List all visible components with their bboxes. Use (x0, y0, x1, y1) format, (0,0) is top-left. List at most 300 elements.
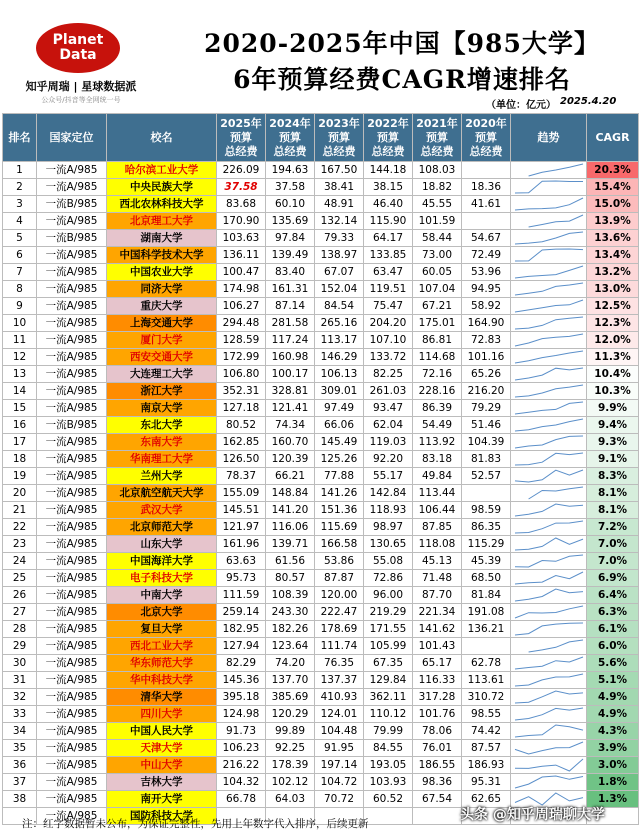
trend-line (515, 623, 583, 635)
value-cell: 106.27 (217, 298, 266, 315)
trend-cell (511, 468, 587, 485)
trend-sparkline (511, 281, 587, 297)
title-line2: 6年预算经费CAGR增速排名 (233, 65, 571, 94)
header-text: 2025年 (220, 116, 262, 130)
value-cell: 79.99 (364, 723, 413, 740)
value-cell: 83.18 (413, 451, 462, 468)
cagr-cell: 8.3% (587, 468, 639, 485)
header-text: 总经费 (322, 144, 356, 158)
school-name-cell: 武汉大学 (107, 502, 217, 519)
school-name-cell: 北京理工大学 (107, 213, 217, 230)
value-cell: 265.16 (315, 315, 364, 332)
value-cell: 80.52 (217, 417, 266, 434)
rank-cell: 20 (3, 485, 37, 502)
value-cell: 102.12 (266, 774, 315, 791)
rank-cell: 29 (3, 638, 37, 655)
value-cell: 51.46 (462, 417, 511, 434)
rank-cell: 23 (3, 536, 37, 553)
value-cell: 137.37 (315, 672, 364, 689)
table-row (3, 196, 639, 213)
value-cell: 170.90 (217, 213, 266, 230)
rank-cell: 15 (3, 400, 37, 417)
table-row (3, 723, 639, 740)
position-cell: 一流A/985 (37, 791, 107, 808)
trend-line (515, 691, 583, 703)
header-cell (37, 114, 107, 162)
position-cell: 一流A/985 (37, 468, 107, 485)
trend-sparkline (511, 213, 587, 229)
watermark: 头条 @知乎周瑞聊大学 (460, 807, 605, 823)
trend-sparkline (511, 723, 587, 739)
value-cell: 78.37 (217, 468, 266, 485)
rank-cell: 3 (3, 196, 37, 213)
position-cell: 一流A/985 (37, 740, 107, 757)
cagr-cell: 5.1% (587, 672, 639, 689)
rank-cell: 30 (3, 655, 37, 672)
cagr-cell: 1.3% (587, 791, 639, 808)
value-cell (462, 162, 511, 179)
value-cell: 95.31 (462, 774, 511, 791)
header-text: 总经费 (420, 144, 454, 158)
trend-cell (511, 655, 587, 672)
trend-cell (511, 502, 587, 519)
school-name-cell: 华东师范大学 (107, 655, 217, 672)
cagr-cell: 10.3% (587, 383, 639, 400)
value-cell: 91.73 (217, 723, 266, 740)
value-cell: 60.10 (266, 196, 315, 213)
table-row (3, 553, 639, 570)
cagr-cell: 8.1% (587, 485, 639, 502)
header-text: 预算 (426, 130, 448, 144)
brand-name: 知乎周瑞 | 星球数据派 (25, 80, 137, 93)
table-row (3, 332, 639, 349)
value-cell: 148.84 (266, 485, 315, 502)
value-cell: 121.41 (266, 400, 315, 417)
value-cell: 118.93 (364, 502, 413, 519)
value-cell: 186.55 (413, 757, 462, 774)
trend-line (515, 232, 583, 244)
value-cell: 76.01 (413, 740, 462, 757)
rank-cell: 6 (3, 247, 37, 264)
value-cell: 175.01 (413, 315, 462, 332)
rank-cell: 8 (3, 281, 37, 298)
school-name-cell: 中国科学技术大学 (107, 247, 217, 264)
value-cell: 161.31 (266, 281, 315, 298)
rank-cell: 11 (3, 332, 37, 349)
value-cell: 104.39 (462, 434, 511, 451)
trend-sparkline (511, 349, 587, 365)
value-cell: 52.57 (462, 468, 511, 485)
trend-cell (511, 281, 587, 298)
trend-line (515, 708, 583, 720)
value-cell: 49.84 (413, 468, 462, 485)
value-cell: 161.96 (217, 536, 266, 553)
position-cell: 一流A/985 (37, 621, 107, 638)
value-cell: 86.81 (413, 332, 462, 349)
trend-sparkline (511, 264, 587, 280)
cagr-cell: 7.0% (587, 553, 639, 570)
value-cell: 132.14 (315, 213, 364, 230)
school-name-cell: 西安交通大学 (107, 349, 217, 366)
value-cell: 45.39 (462, 553, 511, 570)
value-cell: 111.59 (217, 587, 266, 604)
trend-line (515, 725, 583, 737)
school-name-cell: 东北大学 (107, 417, 217, 434)
value-cell: 114.68 (413, 349, 462, 366)
cagr-cell: 4.9% (587, 706, 639, 723)
cagr-cell: 6.0% (587, 638, 639, 655)
value-cell: 135.69 (266, 213, 315, 230)
cagr-cell: 12.0% (587, 332, 639, 349)
rank-cell: 38 (3, 791, 37, 808)
value-cell: 64.03 (266, 791, 315, 808)
school-name-cell: 同济大学 (107, 281, 217, 298)
header-cell (364, 114, 413, 162)
table-row (3, 774, 639, 791)
value-cell: 65.26 (462, 366, 511, 383)
value-cell: 77.88 (315, 468, 364, 485)
school-name-cell: 中南大学 (107, 587, 217, 604)
trend-sparkline (511, 638, 587, 654)
unit-label: （单位：亿元） (486, 100, 556, 111)
rank-cell: 24 (3, 553, 37, 570)
value-cell: 93.47 (364, 400, 413, 417)
value-cell: 87.87 (315, 570, 364, 587)
trend-cell (511, 230, 587, 247)
header-text: 校名 (150, 130, 173, 144)
value-cell: 99.89 (266, 723, 315, 740)
cagr-cell: 3.9% (587, 740, 639, 757)
value-cell: 310.72 (462, 689, 511, 706)
school-name-cell: 大连理工大学 (107, 366, 217, 383)
value-cell: 219.29 (364, 604, 413, 621)
value-cell: 65.17 (413, 655, 462, 672)
value-cell: 309.01 (315, 383, 364, 400)
value-cell: 41.61 (462, 196, 511, 213)
value-cell: 120.29 (266, 706, 315, 723)
value-cell: 259.14 (217, 604, 266, 621)
trend-line (515, 674, 583, 686)
school-name-cell: 清华大学 (107, 689, 217, 706)
footnote: 注：红字数据暂未公布，为保证完整性，先用上年数字代入排序，后续更新 (22, 818, 369, 830)
value-cell: 243.30 (266, 604, 315, 621)
position-cell: 一流A/985 (37, 264, 107, 281)
value-cell: 106.13 (315, 366, 364, 383)
header-text: 总经费 (371, 144, 405, 158)
school-name-cell: 南开大学 (107, 791, 217, 808)
value-cell: 95.73 (217, 570, 266, 587)
rank-cell: 13 (3, 366, 37, 383)
table-row (3, 757, 639, 774)
value-cell: 67.35 (364, 655, 413, 672)
trend-line (515, 776, 583, 788)
position-cell: 一流A/985 (37, 400, 107, 417)
value-cell: 194.63 (266, 162, 315, 179)
trend-cell (511, 366, 587, 383)
rank-cell: 10 (3, 315, 37, 332)
value-cell: 101.59 (413, 213, 462, 230)
trend-cell (511, 196, 587, 213)
value-cell: 101.76 (413, 706, 462, 723)
value-cell: 86.35 (462, 519, 511, 536)
value-cell: 72.49 (462, 247, 511, 264)
value-cell: 63.47 (364, 264, 413, 281)
header-text: CAGR (595, 130, 630, 144)
value-cell: 62.04 (364, 417, 413, 434)
trend-cell (511, 604, 587, 621)
value-cell: 67.21 (413, 298, 462, 315)
value-cell: 133.85 (364, 247, 413, 264)
value-cell: 37.58 (217, 179, 266, 196)
trend-sparkline (511, 162, 587, 178)
school-name-cell: 山东大学 (107, 536, 217, 553)
trend-line (515, 300, 583, 312)
school-name-cell: 复旦大学 (107, 621, 217, 638)
trend-cell (511, 349, 587, 366)
position-cell: 一流A/985 (37, 281, 107, 298)
trend-sparkline (511, 570, 587, 586)
value-cell: 124.98 (217, 706, 266, 723)
table-row (3, 638, 639, 655)
header-text: 2022年 (367, 116, 409, 130)
position-cell: 一流A/985 (37, 570, 107, 587)
value-cell: 151.36 (315, 502, 364, 519)
position-cell: 一流A/985 (37, 315, 107, 332)
position-cell: 一流A/985 (37, 706, 107, 723)
trend-sparkline (511, 366, 587, 382)
rank-cell: 5 (3, 230, 37, 247)
cagr-cell: 4.3% (587, 723, 639, 740)
value-cell: 328.81 (266, 383, 315, 400)
value-cell: 144.18 (364, 162, 413, 179)
value-cell (364, 808, 413, 825)
trend-cell (511, 570, 587, 587)
position-cell: 一流A/985 (37, 349, 107, 366)
logo-text: Planet Data (52, 32, 104, 63)
value-cell: 117.24 (266, 332, 315, 349)
header-cell (511, 114, 587, 162)
value-cell: 182.26 (266, 621, 315, 638)
value-cell: 18.36 (462, 179, 511, 196)
trend-cell (511, 706, 587, 723)
value-cell: 139.71 (266, 536, 315, 553)
trend-cell (511, 162, 587, 179)
value-cell: 107.04 (413, 281, 462, 298)
value-cell: 138.97 (315, 247, 364, 264)
cagr-cell: 15.0% (587, 196, 639, 213)
value-cell: 98.36 (413, 774, 462, 791)
table-row (3, 417, 639, 434)
table-row (3, 298, 639, 315)
value-cell (462, 213, 511, 230)
cagr-cell: 13.2% (587, 264, 639, 281)
rank-cell: 7 (3, 264, 37, 281)
header-text: 2024年 (269, 116, 311, 130)
value-cell: 81.84 (462, 587, 511, 604)
trend-line (515, 572, 583, 584)
value-cell: 115.69 (315, 519, 364, 536)
school-name-cell: 电子科技大学 (107, 570, 217, 587)
trend-cell (511, 434, 587, 451)
value-cell: 45.13 (413, 553, 462, 570)
header-text: 预算 (377, 130, 399, 144)
trend-sparkline (511, 553, 587, 569)
value-cell: 46.40 (364, 196, 413, 213)
value-cell: 84.54 (315, 298, 364, 315)
value-cell: 97.84 (266, 230, 315, 247)
trend-cell (511, 689, 587, 706)
value-cell: 72.86 (364, 570, 413, 587)
trend-cell (511, 587, 587, 604)
value-cell: 96.00 (364, 587, 413, 604)
header-text: 排名 (8, 130, 31, 144)
value-cell: 136.21 (462, 621, 511, 638)
position-cell: 一流A/985 (37, 298, 107, 315)
value-cell: 115.90 (364, 213, 413, 230)
value-cell: 133.72 (364, 349, 413, 366)
value-cell: 70.72 (315, 791, 364, 808)
header (0, 0, 640, 113)
trend-line (515, 606, 583, 618)
table-header-row (3, 114, 639, 162)
trend-cell (511, 315, 587, 332)
value-cell: 119.51 (364, 281, 413, 298)
value-cell: 66.78 (217, 791, 266, 808)
value-cell: 79.29 (462, 400, 511, 417)
value-cell: 45.55 (413, 196, 462, 213)
header-text: 预算 (328, 130, 350, 144)
trend-line (515, 181, 583, 193)
value-cell: 197.14 (315, 757, 364, 774)
brand-sub: 公众号/抖音等全网统一号 (41, 96, 121, 104)
cagr-cell: 7.0% (587, 536, 639, 553)
table-row (3, 536, 639, 553)
value-cell: 67.07 (315, 264, 364, 281)
value-cell: 94.95 (462, 281, 511, 298)
value-cell: 352.31 (217, 383, 266, 400)
cagr-cell: 8.1% (587, 502, 639, 519)
trend-line (515, 385, 583, 397)
value-cell: 74.34 (266, 417, 315, 434)
value-cell: 79.33 (315, 230, 364, 247)
value-cell: 92.25 (266, 740, 315, 757)
table-row (3, 468, 639, 485)
table-row (3, 349, 639, 366)
school-name-cell: 国防科技大学 (107, 808, 217, 825)
value-cell: 66.21 (266, 468, 315, 485)
header-cell (587, 114, 639, 162)
value-cell: 146.29 (315, 349, 364, 366)
school-name-cell: 北京师范大学 (107, 519, 217, 536)
position-cell: 一流A/985 (37, 672, 107, 689)
rank-cell: 35 (3, 740, 37, 757)
value-cell: 385.69 (266, 689, 315, 706)
value-cell: 72.83 (462, 332, 511, 349)
rank-cell: 36 (3, 757, 37, 774)
value-cell: 410.93 (315, 689, 364, 706)
trend-cell (511, 740, 587, 757)
value-cell: 63.63 (217, 553, 266, 570)
value-cell: 74.42 (462, 723, 511, 740)
position-cell: 一流A/985 (37, 536, 107, 553)
table-row (3, 485, 639, 502)
value-cell: 125.26 (315, 451, 364, 468)
value-cell: 141.26 (315, 485, 364, 502)
logo (36, 23, 120, 73)
table-row (3, 383, 639, 400)
table-row (3, 247, 639, 264)
value-cell: 178.39 (266, 757, 315, 774)
value-cell: 83.68 (217, 196, 266, 213)
value-cell: 62.78 (462, 655, 511, 672)
value-cell: 145.36 (217, 672, 266, 689)
value-cell: 83.40 (266, 264, 315, 281)
value-cell: 166.58 (315, 536, 364, 553)
rank-cell: 4 (3, 213, 37, 230)
value-cell: 68.50 (462, 570, 511, 587)
trend-sparkline (511, 621, 587, 637)
trend-line (529, 487, 583, 499)
trend-cell (511, 757, 587, 774)
trend-sparkline (511, 468, 587, 484)
position-cell: 一流A/985 (37, 689, 107, 706)
trend-line (515, 742, 583, 754)
cagr-cell: 4.9% (587, 689, 639, 706)
value-cell: 121.97 (217, 519, 266, 536)
trend-cell (511, 247, 587, 264)
school-name-cell: 厦门大学 (107, 332, 217, 349)
cagr-cell: 12.3% (587, 315, 639, 332)
trend-sparkline (511, 434, 587, 450)
position-cell: 一流A/985 (37, 383, 107, 400)
value-cell: 111.74 (315, 638, 364, 655)
value-cell: 178.69 (315, 621, 364, 638)
value-cell: 106.23 (217, 740, 266, 757)
value-cell: 142.84 (364, 485, 413, 502)
school-name-cell: 哈尔滨工业大学 (107, 162, 217, 179)
cagr-cell: 15.4% (587, 179, 639, 196)
trend-line (515, 555, 583, 567)
cagr-cell: 11.3% (587, 349, 639, 366)
value-cell: 103.63 (217, 230, 266, 247)
value-cell: 106.44 (413, 502, 462, 519)
table-row (3, 434, 639, 451)
trend-sparkline (511, 230, 587, 246)
value-cell: 164.90 (462, 315, 511, 332)
value-cell: 53.96 (462, 264, 511, 281)
trend-cell (511, 519, 587, 536)
trend-cell (511, 536, 587, 553)
value-cell: 104.32 (217, 774, 266, 791)
value-cell: 82.29 (217, 655, 266, 672)
trend-line (515, 368, 583, 380)
trend-sparkline (511, 706, 587, 722)
value-cell: 261.03 (364, 383, 413, 400)
value-cell: 130.65 (364, 536, 413, 553)
school-name-cell: 华中科技大学 (107, 672, 217, 689)
trend-cell (511, 451, 587, 468)
trend-line (515, 198, 583, 210)
header-cell (413, 114, 462, 162)
trend-sparkline (511, 587, 587, 603)
value-cell: 155.09 (217, 485, 266, 502)
value-cell: 204.20 (364, 315, 413, 332)
trend-sparkline (511, 315, 587, 331)
table-row (3, 230, 639, 247)
value-cell: 87.14 (266, 298, 315, 315)
trend-cell (511, 213, 587, 230)
cagr-cell: 13.9% (587, 213, 639, 230)
